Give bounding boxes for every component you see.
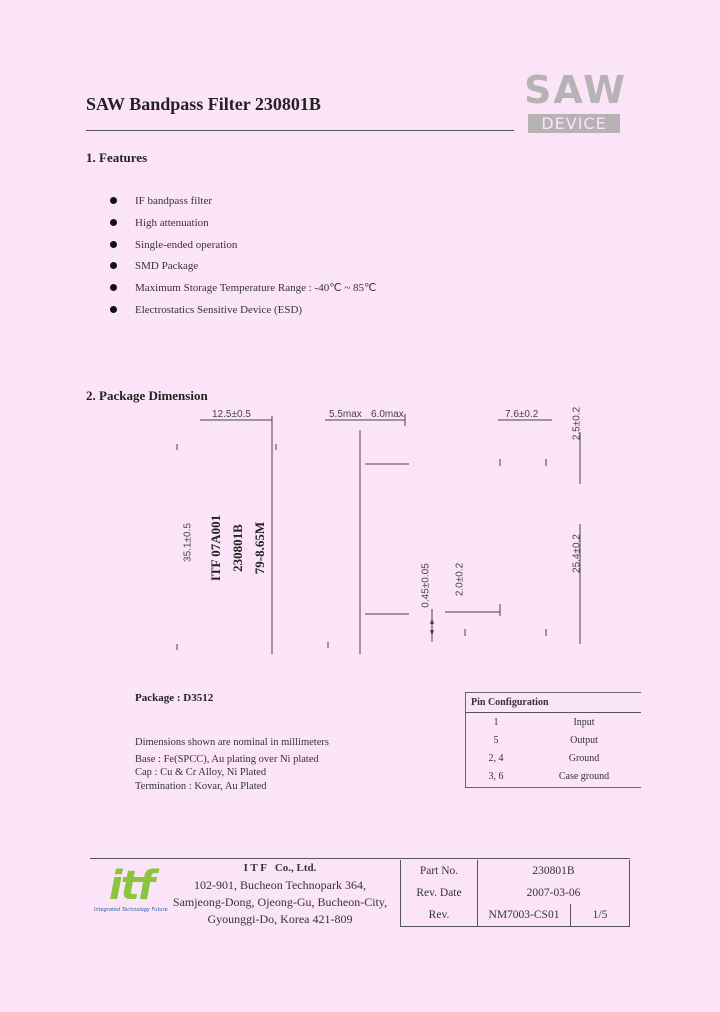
package-heading: 2. Package Dimension <box>86 388 208 403</box>
itf-tagline: Integrated Technology Future <box>94 907 168 913</box>
company-name: I T F Co., Ltd. <box>243 862 317 874</box>
feature-item: Electrostatics Sensitive Device (ESD) <box>110 302 376 324</box>
marking-line-3: 79-8.65M <box>252 521 267 575</box>
pin-number: 3, 6 <box>488 770 504 782</box>
pin-config-table <box>465 693 641 785</box>
bullet-icon <box>110 284 117 291</box>
dim-pitch: 7.6±0.2 <box>505 409 539 420</box>
note-line: Termination : Kovar, Au Plated <box>135 780 267 792</box>
feature-item: High attenuation <box>110 215 376 237</box>
part-value: 230801B <box>478 860 630 882</box>
table-row <box>401 860 630 882</box>
dim-right-length: 25.4±0.2 <box>571 534 583 573</box>
title-divider <box>86 130 514 131</box>
part-label: Part No. <box>401 860 478 882</box>
marking-line-1: ITF 07A001 <box>208 514 223 582</box>
dim-height-max: 5.5max <box>329 409 362 420</box>
package-drawing <box>160 404 600 658</box>
note-line: Cap : Cu & Cr Alloy, Ni Plated <box>135 767 267 778</box>
pin-function: Ground <box>568 752 600 764</box>
table-row <box>465 731 641 749</box>
bullet-icon <box>110 197 117 204</box>
dim-depth-max: 6.0max <box>371 409 404 420</box>
address-line: 102-901, Bucheon Technopark 364, <box>194 878 366 892</box>
page-title: SAW Bandpass Filter 230801B <box>86 94 321 114</box>
itf-logo-text: itf <box>108 863 154 909</box>
logo-saw-text: SAW <box>524 68 627 112</box>
rev-label: Rev. <box>401 904 478 927</box>
saw-device-logo <box>524 68 627 134</box>
table-row <box>401 904 630 927</box>
bullet-icon <box>110 219 117 226</box>
dim-pin-gap: 2.0±0.2 <box>454 562 466 597</box>
table-row <box>465 749 641 767</box>
note-line: Base : Fe(SPCC), Au plating over Ni plated <box>135 753 319 765</box>
dim-length: 35.1±0.5 <box>182 523 194 562</box>
dim-top-right: 2.5±0.2 <box>571 406 583 441</box>
feature-item: SMD Package <box>110 258 376 280</box>
bullet-icon <box>110 262 117 269</box>
table-row <box>465 713 641 732</box>
document-info-table <box>400 860 630 927</box>
logo-device-bar: DEVICE <box>528 114 620 133</box>
dim-width: 12.5±0.5 <box>212 409 251 420</box>
footer-divider <box>90 858 630 859</box>
marking-line-2: 230801B <box>230 524 245 572</box>
pin-config-heading: Pin Configuration <box>465 693 641 713</box>
bullet-icon <box>110 306 117 313</box>
rev-value: NM7003-CS01 <box>478 904 571 927</box>
pin-function: Case ground <box>558 770 610 782</box>
features-list <box>110 193 376 324</box>
address-line: Gyounggi-Do, Korea 421-809 <box>207 912 353 926</box>
note-line: Dimensions shown are nominal in millimeters <box>135 737 329 748</box>
date-value: 2007-03-06 <box>478 882 630 904</box>
date-label: Rev. Date <box>401 882 478 904</box>
package-notes <box>135 736 329 793</box>
pin-number: 5 <box>493 734 499 746</box>
page-number: 1/5 <box>571 904 630 927</box>
company-address <box>155 860 405 928</box>
feature-item: Maximum Storage Temperature Range : -40℃ ~ 85℃ <box>110 280 376 302</box>
lead-arrow <box>430 618 434 624</box>
package-type: Package : D3512 <box>135 692 214 704</box>
pin-number: 2, 4 <box>488 752 504 764</box>
bullet-icon <box>110 241 117 248</box>
table-row <box>465 767 641 785</box>
dim-lead: 0.45±0.05 <box>420 563 432 608</box>
address-line: Samjeong-Dong, Ojeong-Gu, Bucheon-City, <box>172 895 388 909</box>
feature-item: IF bandpass filter <box>110 193 376 215</box>
lead-arrow <box>430 630 434 636</box>
pin-function: Input <box>573 716 595 728</box>
feature-item: Single-ended operation <box>110 237 376 259</box>
features-heading: 1. Features <box>86 150 148 165</box>
pin-function: Output <box>570 734 598 746</box>
pin-number: 1 <box>493 716 499 728</box>
table-row <box>401 882 630 904</box>
